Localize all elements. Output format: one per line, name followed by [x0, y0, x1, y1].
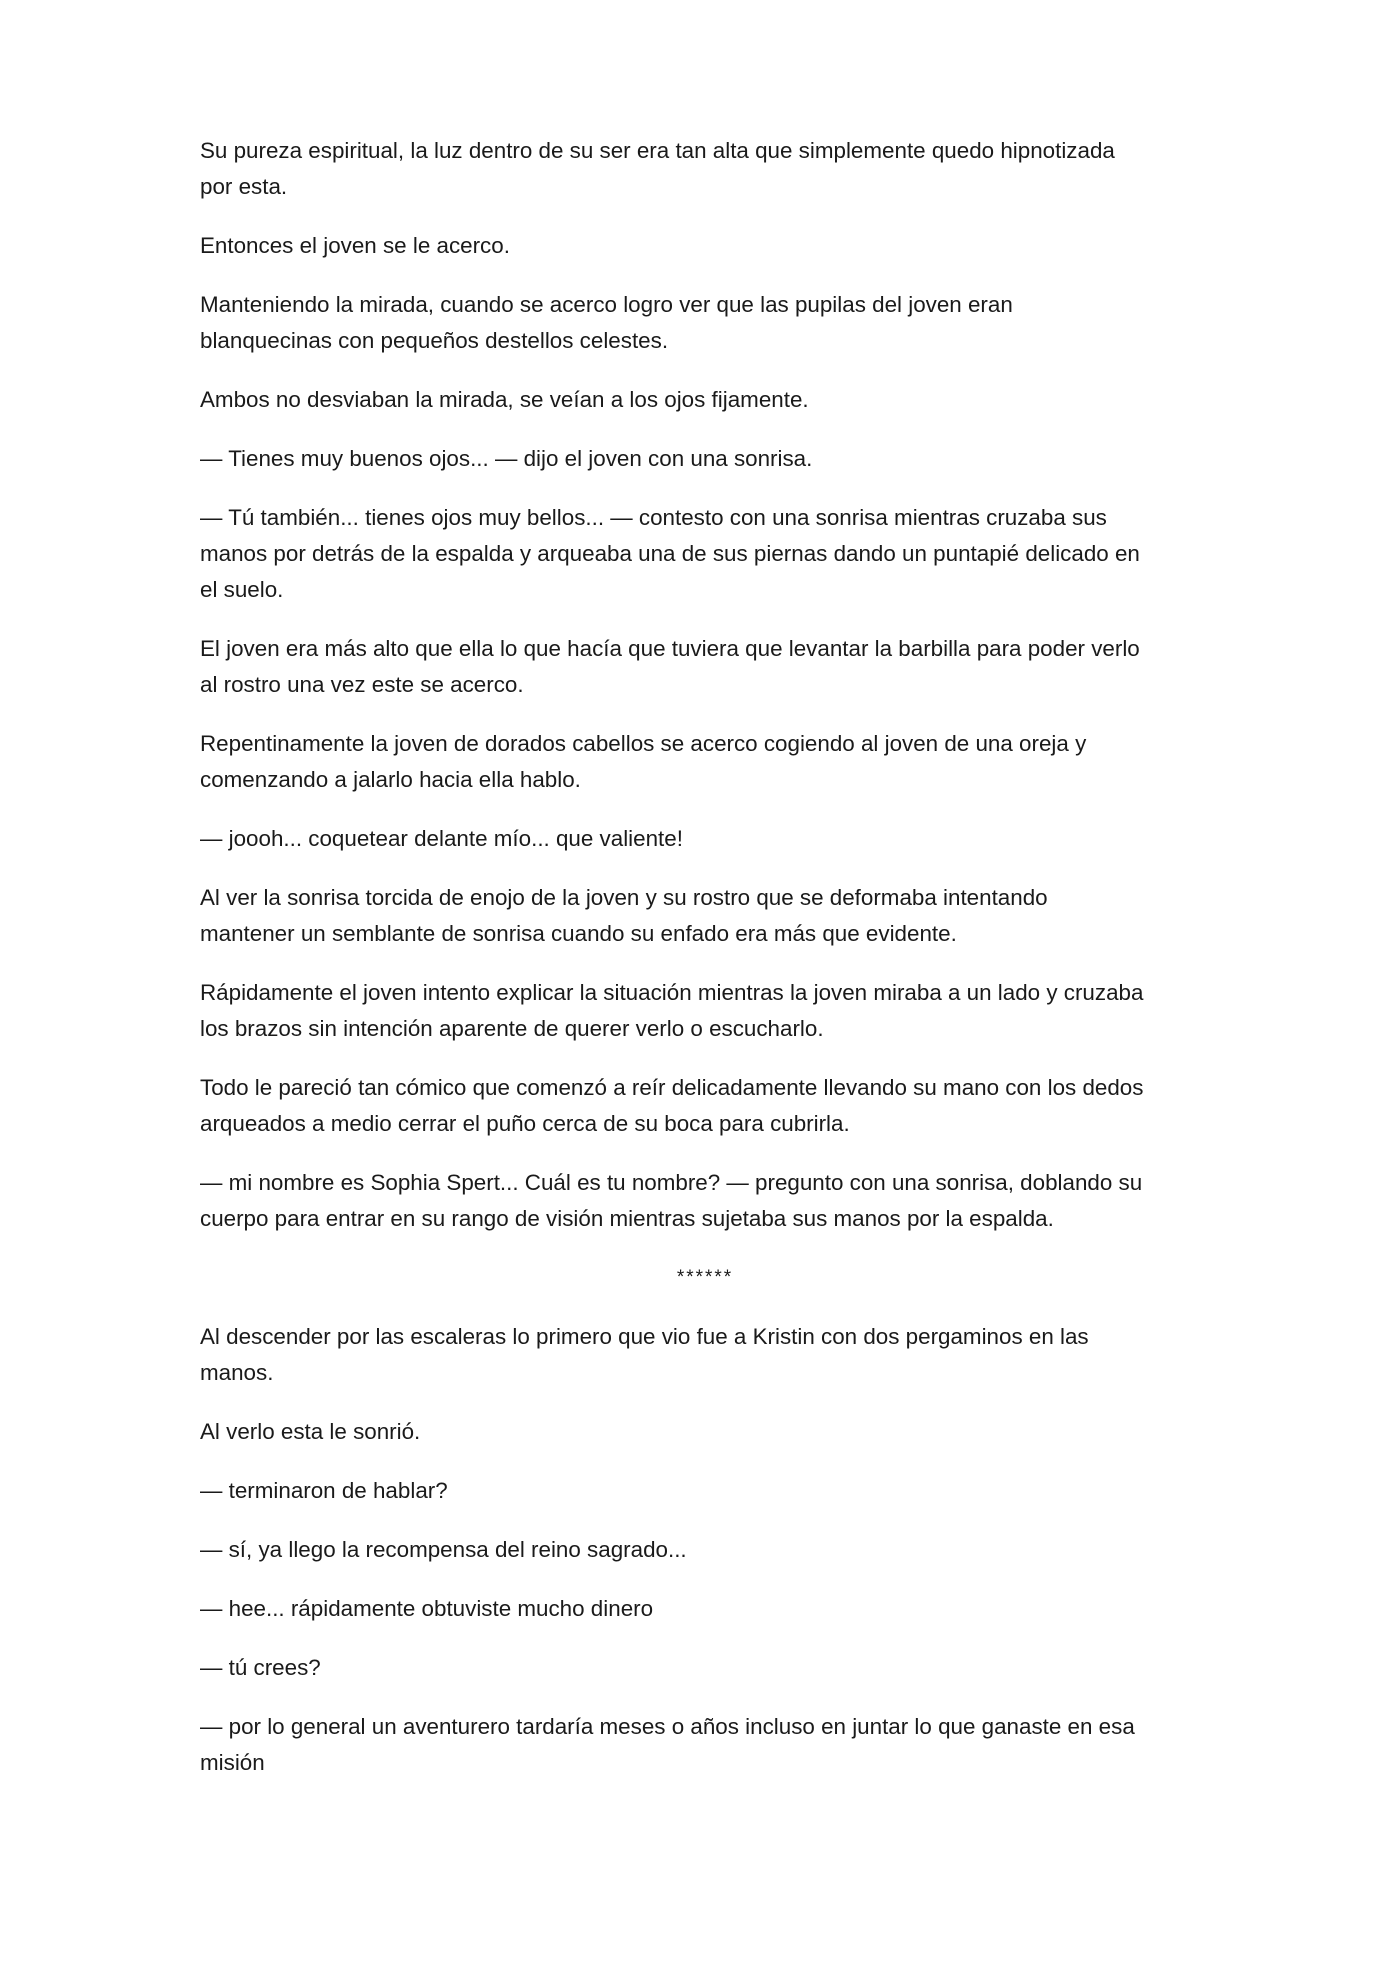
dialogue-line: — Tú también... tienes ojos muy bellos... — contesto con una sonrisa mientras cruzaba sus manos por detrás de la espalda y arqueaba una de sus piernas dando un puntapié delicado en el suelo. [200, 505, 1140, 602]
paragraph: Su pureza espiritual, la luz dentro de su ser era tan alta que simplemente quedo hipnotizada por esta. [200, 138, 1115, 199]
paragraph: Manteniendo la mirada, cuando se acerco logro ver que las pupilas del joven eran blanquecinas con pequeños destellos celestes. [200, 292, 1013, 353]
section-separator: ****** [676, 1267, 734, 1288]
dialogue-line: — mi nombre es Sophia Spert... Cuál es tu nombre? — pregunto con una sonrisa, doblando su cuerpo para entrar en su rango de visión mientras sujetaba sus manos por la espalda. [200, 1170, 1143, 1231]
dialogue-line: — sí, ya llego la recompensa del reino sagrado... [200, 1537, 687, 1562]
paragraph: Ambos no desviaban la mirada, se veían a los ojos fijamente. [200, 387, 809, 412]
paragraph: Al ver la sonrisa torcida de enojo de la joven y su rostro que se deformaba intentando mantener un semblante de sonrisa cuando su enfado era más que evidente. [200, 885, 1048, 946]
document-page [200, 133, 1210, 1804]
paragraph: Al descender por las escaleras lo primero que vio fue a Kristin con dos pergaminos en las manos. [200, 1324, 1089, 1385]
dialogue-line: — joooh... coquetear delante mío... que valiente! [200, 826, 683, 851]
paragraph: Entonces el joven se le acerco. [200, 233, 510, 258]
paragraph: Repentinamente la joven de dorados cabellos se acerco cogiendo al joven de una oreja y comenzando a jalarlo hacia ella hablo. [200, 731, 1087, 792]
dialogue-line: — Tienes muy buenos ojos... — dijo el joven con una sonrisa. [200, 446, 813, 471]
dialogue-line: — terminaron de hablar? [200, 1478, 448, 1503]
paragraph: Al verlo esta le sonrió. [200, 1419, 421, 1444]
dialogue-line: — tú crees? [200, 1655, 321, 1680]
paragraph: El joven era más alto que ella lo que hacía que tuviera que levantar la barbilla para poder verlo al rostro una vez este se acerco. [200, 636, 1140, 697]
dialogue-line: — por lo general un aventurero tardaría meses o años incluso en juntar lo que ganaste en esa misión [200, 1714, 1135, 1775]
paragraph: Rápidamente el joven intento explicar la situación mientras la joven miraba a un lado y cruzaba los brazos sin intención aparente de querer verlo o escucharlo. [200, 980, 1144, 1041]
paragraph: Todo le pareció tan cómico que comenzó a reír delicadamente llevando su mano con los dedos arqueados a medio cerrar el puño cerca de su boca para cubrirla. [200, 1075, 1144, 1136]
dialogue-line: — hee... rápidamente obtuviste mucho dinero [200, 1596, 654, 1621]
